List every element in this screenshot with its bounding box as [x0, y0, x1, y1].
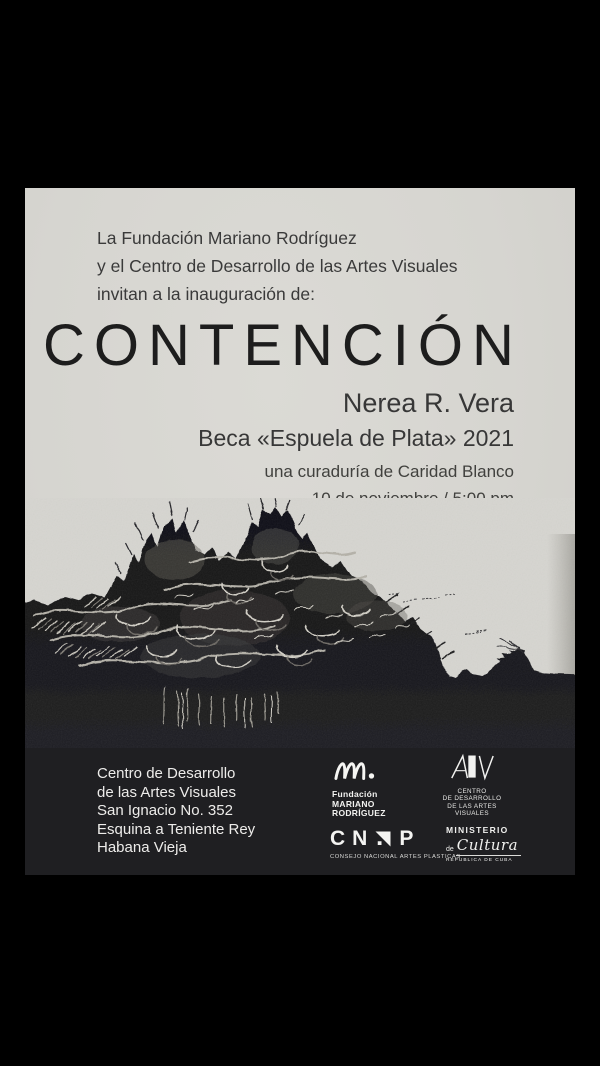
av-door-icon — [449, 753, 495, 781]
fmr-text-line: Fundación — [332, 789, 378, 799]
event-details — [198, 387, 514, 511]
poster-footer — [25, 748, 575, 875]
cnap-letter: C — [330, 827, 346, 850]
address-line: de las Artes Visuales — [97, 783, 236, 801]
cnap-logo — [330, 827, 461, 860]
address-line: Centro de Desarrollo — [97, 765, 236, 782]
intro-line: y el Centro de Desarrollo de las Artes Visuales — [97, 256, 458, 276]
fmr-text-line: RODRÍGUEZ — [332, 808, 386, 818]
fmr-text-line: MARIANO — [332, 798, 375, 809]
handwritten-m-icon — [332, 756, 378, 782]
address-line: Habana Vieja — [97, 839, 187, 856]
curator-line: una curaduría de Caridad Blanco — [264, 462, 514, 481]
cultura-script-text: Cultura — [456, 836, 521, 856]
venue-address — [97, 765, 255, 858]
cdav-text-line: VISUALES — [455, 810, 489, 818]
ministerio-text: MINISTERIO — [446, 825, 509, 835]
artist-name: Nerea R. Vera — [342, 388, 514, 418]
intro-line: La Fundación Mariano Rodríguez — [97, 228, 357, 248]
address-line: San Ignacio No. 352 — [97, 802, 233, 819]
cnap-letter: P — [399, 827, 414, 850]
cdav-text-line: CENTRO — [457, 788, 487, 795]
intro-line: invitan a la inauguración de: — [97, 284, 315, 304]
cnap-subtitle: CONSEJO NACIONAL ARTES PLASTICAS — [330, 854, 461, 860]
fundacion-mariano-rodriguez-logo — [332, 756, 402, 819]
cnap-letter: N — [352, 827, 368, 850]
address-line: Esquina a Teniente Rey — [97, 820, 256, 838]
intro-text — [97, 224, 458, 308]
triangle-dot-icon — [374, 830, 392, 848]
de-text: de — [446, 846, 454, 853]
cdav-text-line: DE DESARROLLO — [442, 795, 502, 803]
paper-grain — [25, 498, 575, 748]
cdav-logo — [437, 753, 507, 818]
republica-de-cuba-text: REPUBLICA DE CUBA — [446, 858, 513, 863]
ministerio-cultura-logo — [446, 825, 521, 863]
exhibition-poster — [25, 188, 575, 875]
rope-charcoal-drawing — [25, 498, 575, 748]
exhibition-title: CONTENCIÓN — [43, 313, 523, 378]
award-line: Beca «Espuela de Plata» 2021 — [198, 425, 514, 451]
cdav-text-line: DE LAS ARTES — [447, 802, 497, 810]
